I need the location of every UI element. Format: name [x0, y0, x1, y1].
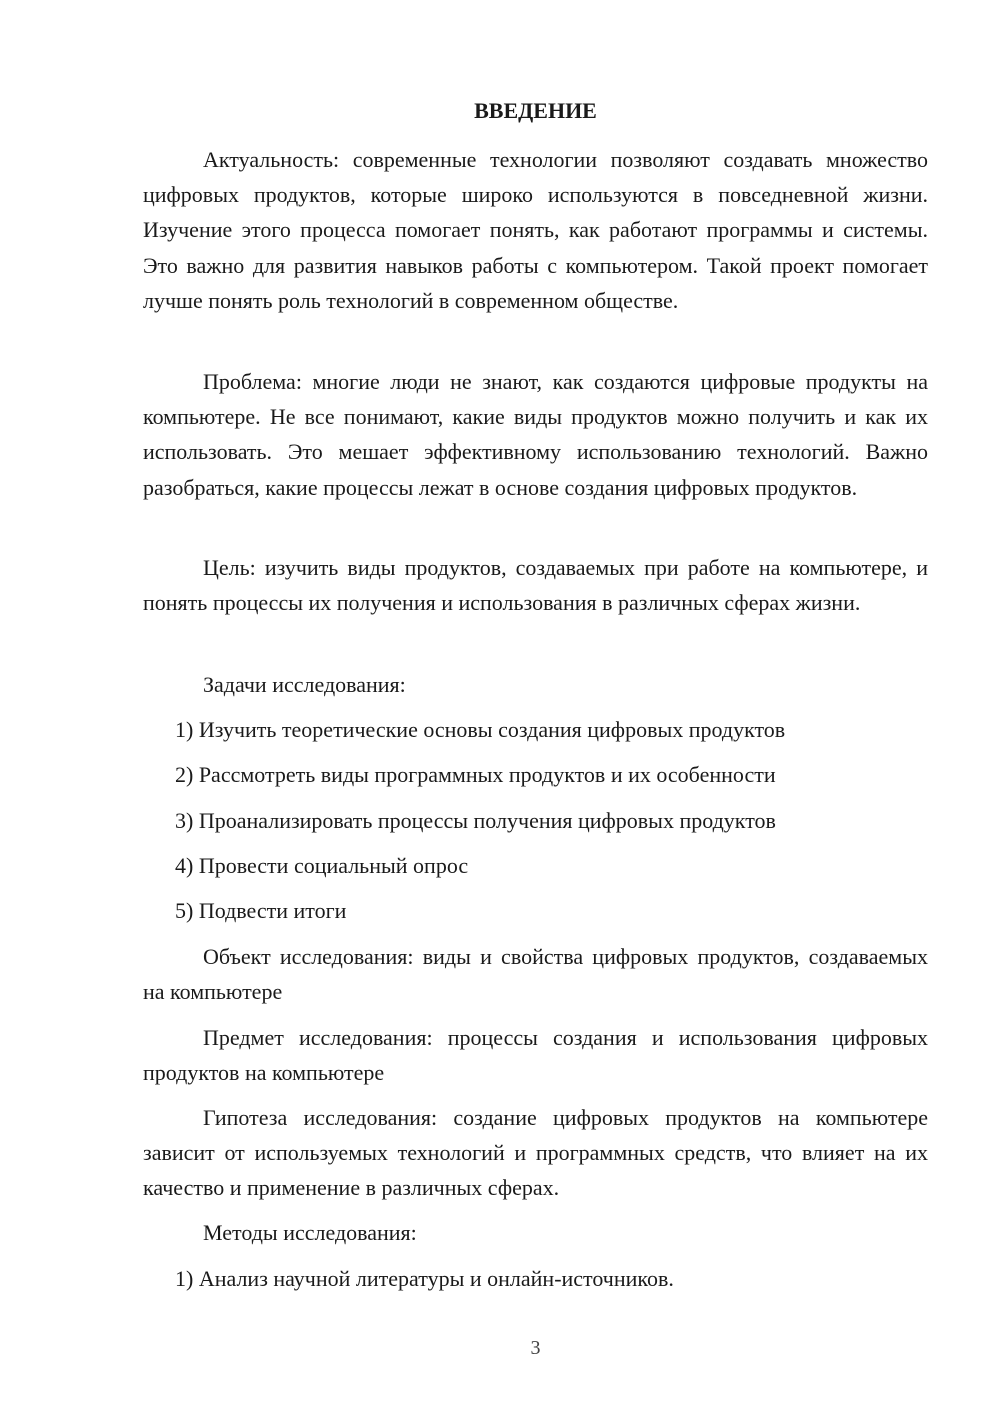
task-item: 3) Проанализировать процессы получения цифровых продуктов [175, 808, 776, 833]
page-number: 3 [530, 1337, 541, 1359]
method-item: 1) Анализ научной литературы и онлайн-источников. [175, 1266, 674, 1291]
problem-paragraph: Проблема: многие люди не знают, как создаются цифровые продукты на компьютере. Не все понимают, какие виды продуктов можно получить и как их использовать. Это мешает эффективному использованию технологий. Важно разобраться, какие процессы лежат в основе создания цифровых продуктов. [143, 369, 928, 500]
task-item: 4) Провести социальный опрос [175, 853, 469, 878]
object-paragraph: Объект исследования: виды и свойства цифровых продуктов, создаваемых на компьютере [143, 944, 928, 1005]
relevance-paragraph: Актуальность: современные технологии позволяют создавать множество цифровых продуктов, которые широко используются в повседневной жизни. Изучение этого процесса помогает понять, как работают программы и системы. Это важно для развития навыков работы с компьютером. Такой проект помогает лучше понять роль технологий в современном обществе. [143, 147, 928, 313]
subject-paragraph: Предмет исследования: процессы создания и использования цифровых продуктов на компьютере [143, 1025, 928, 1086]
goal-paragraph: Цель: изучить виды продуктов, создаваемых при работе на компьютере, и понять процессы их получения и использования в различных сферах жизни. [143, 555, 928, 616]
hypothesis-paragraph: Гипотеза исследования: создание цифровых продуктов на компьютере зависит от используемых технологий и программных средств, что влияет на их качество и применение в различных сферах. [143, 1105, 928, 1201]
task-item: 5) Подвести итоги [175, 898, 347, 923]
tasks-heading: Задачи исследования: [203, 672, 406, 697]
page-title: ВВЕДЕНИЕ [474, 98, 597, 123]
methods-heading: Методы исследования: [203, 1220, 417, 1245]
document-page [143, 0, 928, 1414]
task-item: 1) Изучить теоретические основы создания цифровых продуктов [175, 717, 786, 742]
task-item: 2) Рассмотреть виды программных продуктов и их особенности [175, 762, 776, 787]
